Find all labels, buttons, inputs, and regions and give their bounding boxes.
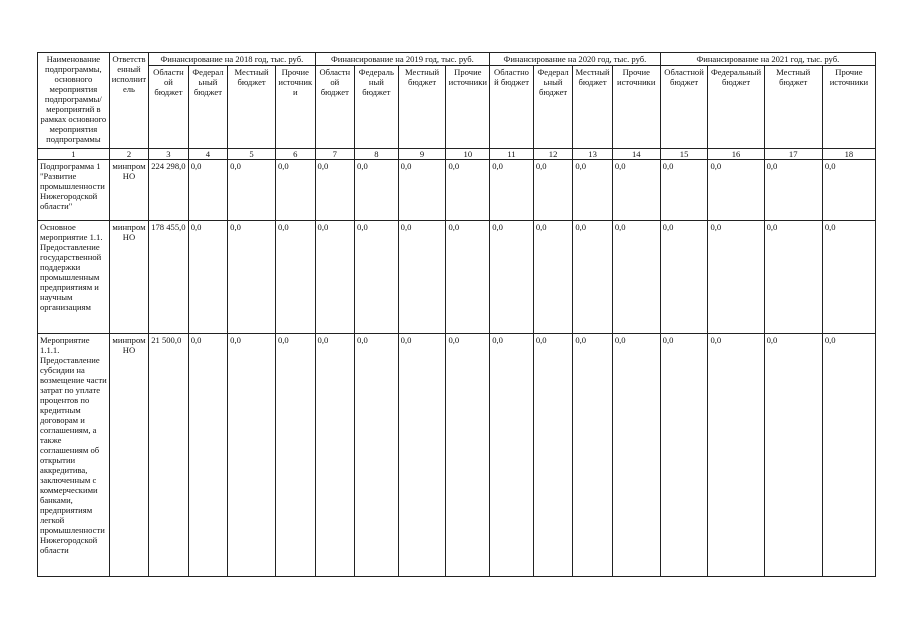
cell-value: 0,0: [490, 221, 534, 334]
col-number: 15: [660, 149, 708, 160]
header-year-2021: Финансирование на 2021 год, тыс. руб.: [660, 53, 875, 66]
sub-header: Местный бюджет: [398, 66, 446, 149]
cell-value: 0,0: [188, 221, 227, 334]
cell-value: 0,0: [228, 160, 276, 221]
cell-value: 178 455,0: [149, 221, 188, 334]
cell-value: 0,0: [315, 334, 354, 577]
row-name: Подпрограмма 1 "Развитие промышленности Нижегородской области": [38, 160, 110, 221]
cell-value: 21 500,0: [149, 334, 188, 577]
cell-value: 0,0: [446, 221, 490, 334]
cell-value: 0,0: [188, 160, 227, 221]
row-responsible: минпром НО: [109, 221, 148, 334]
sub-header: Федеральный бюджет: [533, 66, 572, 149]
sub-header: Областной бюджет: [149, 66, 188, 149]
header-year-2018: Финансирование на 2018 год, тыс. руб.: [149, 53, 315, 66]
cell-value: 0,0: [188, 334, 227, 577]
cell-value: 0,0: [275, 221, 315, 334]
cell-value: 0,0: [533, 160, 572, 221]
col-number: 1: [38, 149, 110, 160]
cell-value: 0,0: [275, 334, 315, 577]
financing-table: [37, 52, 876, 577]
cell-value: 0,0: [660, 221, 708, 334]
cell-value: 224 298,0: [149, 160, 188, 221]
col-number: 14: [612, 149, 660, 160]
col-number: 16: [708, 149, 764, 160]
cell-value: 0,0: [612, 160, 660, 221]
cell-value: 0,0: [612, 221, 660, 334]
col-number: 12: [533, 149, 572, 160]
cell-value: 0,0: [533, 221, 572, 334]
sub-header: Прочие источники: [612, 66, 660, 149]
cell-value: 0,0: [764, 160, 822, 221]
cell-value: 0,0: [822, 221, 875, 334]
sub-header: Местный бюджет: [764, 66, 822, 149]
cell-value: 0,0: [275, 160, 315, 221]
row-responsible: минпром НО: [109, 334, 148, 577]
cell-value: 0,0: [490, 334, 534, 577]
col-number: 4: [188, 149, 227, 160]
cell-value: 0,0: [822, 160, 875, 221]
row-responsible: минпром НО: [109, 160, 148, 221]
col-number: 7: [315, 149, 354, 160]
sub-header: Федеральный бюджет: [708, 66, 764, 149]
cell-value: 0,0: [660, 160, 708, 221]
cell-value: 0,0: [708, 334, 764, 577]
cell-value: 0,0: [573, 334, 612, 577]
cell-value: 0,0: [708, 160, 764, 221]
cell-value: 0,0: [573, 221, 612, 334]
cell-value: 0,0: [355, 334, 399, 577]
header-year-2020: Финансирование на 2020 год, тыс. руб.: [490, 53, 660, 66]
sub-header: Прочие источники: [446, 66, 490, 149]
sub-header: Местный бюджет: [228, 66, 276, 149]
cell-value: 0,0: [398, 160, 446, 221]
col-number: 3: [149, 149, 188, 160]
document-page: [37, 52, 876, 577]
column-numbers-row: [38, 149, 876, 160]
col-number: 10: [446, 149, 490, 160]
sub-header: Областной бюджет: [660, 66, 708, 149]
cell-value: 0,0: [533, 334, 572, 577]
header-name: Наименование подпрограммы, основного мероприятия подпрограммы/ мероприятий в рамках основного мероприятия подпрограммы: [38, 53, 110, 149]
col-number: 9: [398, 149, 446, 160]
cell-value: 0,0: [398, 334, 446, 577]
sub-header: Федеральный бюджет: [355, 66, 399, 149]
row-name: Основное мероприятие 1.1. Предоставление государственной поддержки промышленным предприятиям и научным организациям: [38, 221, 110, 334]
sub-header: Прочие источники: [822, 66, 875, 149]
table-row: [38, 160, 876, 221]
cell-value: 0,0: [573, 160, 612, 221]
cell-value: 0,0: [355, 221, 399, 334]
sub-header: Местный бюджет: [573, 66, 612, 149]
sub-header: Федеральный бюджет: [188, 66, 227, 149]
cell-value: 0,0: [660, 334, 708, 577]
cell-value: 0,0: [315, 160, 354, 221]
col-number: 13: [573, 149, 612, 160]
sub-header: Прочие источники: [275, 66, 315, 149]
table-row: [38, 221, 876, 334]
col-number: 5: [228, 149, 276, 160]
cell-value: 0,0: [228, 221, 276, 334]
col-number: 2: [109, 149, 148, 160]
cell-value: 0,0: [228, 334, 276, 577]
header-responsible: Ответственный исполнитель: [109, 53, 148, 149]
cell-value: 0,0: [398, 221, 446, 334]
row-name: Мероприятие 1.1.1. Предоставление субсидии на возмещение части затрат по уплате процентов по кредитным договорам и соглашениям, а также соглашениям об открытии аккредитива, заключенным с коммерческими банками, предприятиям легкой промышленности Нижегородской области: [38, 334, 110, 577]
sub-header: Областной бюджет: [490, 66, 534, 149]
cell-value: 0,0: [490, 160, 534, 221]
cell-value: 0,0: [446, 334, 490, 577]
cell-value: 0,0: [764, 334, 822, 577]
cell-value: 0,0: [612, 334, 660, 577]
header-year-2019: Финансирование на 2019 год, тыс. руб.: [315, 53, 490, 66]
col-number: 11: [490, 149, 534, 160]
cell-value: 0,0: [446, 160, 490, 221]
cell-value: 0,0: [355, 160, 399, 221]
cell-value: 0,0: [822, 334, 875, 577]
sub-header: Областной бюджет: [315, 66, 354, 149]
col-number: 6: [275, 149, 315, 160]
col-number: 8: [355, 149, 399, 160]
cell-value: 0,0: [315, 221, 354, 334]
cell-value: 0,0: [708, 221, 764, 334]
cell-value: 0,0: [764, 221, 822, 334]
col-number: 17: [764, 149, 822, 160]
table-row: [38, 334, 876, 577]
col-number: 18: [822, 149, 875, 160]
